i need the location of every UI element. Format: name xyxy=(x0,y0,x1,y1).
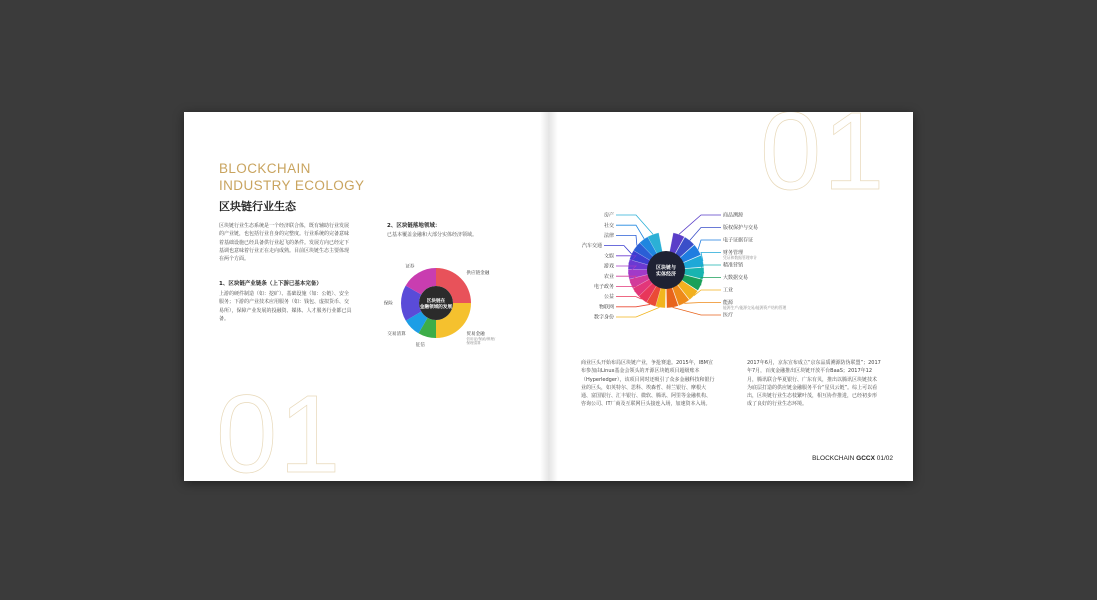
donut-label-2: 征信 xyxy=(415,343,425,349)
spine-shadow xyxy=(540,112,558,481)
donut-sublabel-1-a: 信用证/保函/保理/ xyxy=(466,336,496,341)
section1-text: 上游的硬件制造（如：挖矿）、基础设施（如：公链）、安全服务；下游的产业技术应用服务（如：钱包、虚拟货币、交易所），保障产业发展的投融资、媒体、人才服务行业都已具备。 xyxy=(219,291,352,322)
footer-brand: GCCX xyxy=(856,455,875,462)
radial-leader-right-2 xyxy=(698,240,721,250)
donut-center-label-0: 区块链在 xyxy=(426,299,446,304)
section2-text: 已基本覆盖金融和大部分实体经济领域。 xyxy=(387,232,478,238)
radial-leader-right-3 xyxy=(701,253,721,261)
radial-label-right-5: 大数据交易 xyxy=(723,275,749,282)
footer-page-number: 01/02 xyxy=(874,455,893,462)
radial-leader-left-10 xyxy=(616,307,659,317)
radial-leader-right-0 xyxy=(679,215,721,234)
english-title: BLOCKCHAIN INDUSTRY ECOLOGY xyxy=(219,161,365,193)
radial-sublabel-right-7: 能源生产/能源交易/能源资产结构管理 xyxy=(723,305,787,310)
radial-label-left-9: 物联网 xyxy=(598,304,614,311)
radial-center-label-1: 实体经济 xyxy=(655,271,677,278)
right-page xyxy=(548,112,913,481)
radial-center-label-0: 区块链与 xyxy=(655,265,677,271)
radial-label-right-8: 医疗 xyxy=(723,312,734,319)
radial-sublabel-right-3: 凭证和数据管理审计 xyxy=(723,255,758,260)
left-page xyxy=(184,112,548,481)
section-industry-chain xyxy=(219,279,353,323)
radial-leader-right-7 xyxy=(684,303,721,304)
page-footer xyxy=(812,455,893,462)
radial-label-right-0: 商品溯源 xyxy=(723,212,744,219)
radial-leader-right-5 xyxy=(701,278,721,286)
radial-label-right-7: 能源 xyxy=(723,300,734,307)
section-application-fields xyxy=(387,221,527,239)
radial-label-right-6: 工业 xyxy=(723,287,734,294)
chinese-title: 区块链行业生态 xyxy=(219,200,296,213)
section2-title: 2、区块链落地领域： xyxy=(387,223,441,229)
body-paragraph-1: 商业巨头开始布局区块链产业，争抢赛道。2015年，IBM宣布参加由Linux基金会领头的开源区块链项目超级账本（Hyperledger），该项目同时还吸引了众多金融科技和银行业的巨头，如英特尔、思科、埃森哲、荷兰银行、摩根大通、富国银行、汇丰银行、微软、腾讯、阿里等金融机构、咨询公司、IT厂商及互联网巨头接连入场，加速资本入场。 xyxy=(581,360,715,408)
intro-paragraph: 区块链行业生态系统是一个经济联合体，既有辅助行业发展的产业链，也包括行业自身的完整度。行业系统的完备意味着基础设施已经具备供行业起飞的条件。发展方向已经定下基调也意味着行业正在走向成熟。目前区块链生态主要体现在两个方面。 xyxy=(219,223,350,263)
donut-sublabel-1-b: 保理清算 xyxy=(466,340,481,345)
radial-label-right-1: 版权保护与交易 xyxy=(723,225,759,232)
economy-radial-diagram xyxy=(558,207,808,327)
radial-label-right-2: 电子证据存证 xyxy=(723,237,754,244)
radial-label-left-1: 社交 xyxy=(603,222,614,229)
radial-leader-right-1 xyxy=(690,228,721,241)
radial-leader-left-8 xyxy=(616,297,642,300)
donut-label-0: 供应链金融 xyxy=(466,271,490,277)
body-paragraph-2: 2017年6月，京东宣布成立“京东品质溯源防伪联盟”；2017年7月，百度金融推出区块链开放平台BaaS；2017年12月，腾讯联合华夏银行、广东有贝，推出以腾讯区块链技术为底层打造的供应链金融服务平台“星贝云链”。综上可以看出，区块链行业生态枝繁叶茂，相互协作推进，已经初步形成了良好的行业生态环境。 xyxy=(747,360,881,408)
big-number-watermark: 01 xyxy=(216,373,343,481)
radial-leader-left-9 xyxy=(616,304,650,306)
radial-leader-left-1 xyxy=(616,225,644,239)
radial-label-left-5: 游戏 xyxy=(603,263,614,270)
radial-label-right-3: 财务管理 xyxy=(723,250,744,257)
radial-label-right-4: 精准营销 xyxy=(723,262,744,269)
radial-leader-left-0 xyxy=(616,215,653,234)
brochure-spread xyxy=(184,112,913,481)
radial-label-left-8: 公益 xyxy=(603,294,614,301)
radial-leader-right-8 xyxy=(673,307,721,315)
donut-label-1: 贸易金融 xyxy=(466,331,485,337)
footer-label: BLOCKCHAIN xyxy=(812,455,857,462)
donut-label-4: 保险 xyxy=(383,301,394,307)
section1-title: 1、区块链产业链条（上下游已基本完备） xyxy=(219,281,322,287)
donut-label-5: 证券 xyxy=(405,264,415,270)
radial-label-left-0: 房产 xyxy=(603,212,614,219)
radial-leader-left-2 xyxy=(616,235,637,245)
radial-label-left-4: 文娱 xyxy=(603,253,614,260)
donut-label-3: 交易清算 xyxy=(387,332,406,338)
radial-leader-right-6 xyxy=(694,290,721,296)
big-number-watermark-right: 01 xyxy=(760,112,887,213)
radial-label-left-7: 电子政务 xyxy=(593,284,614,290)
donut-center-label-1: 金融领域的发展 xyxy=(419,305,453,310)
radial-label-left-10: 数字身份 xyxy=(593,314,614,321)
radial-label-left-2: 法律 xyxy=(603,233,614,239)
finance-donut-diagram xyxy=(380,257,540,352)
radial-label-left-3: 汽车交通 xyxy=(581,243,602,250)
radial-label-left-6: 农业 xyxy=(603,273,614,280)
